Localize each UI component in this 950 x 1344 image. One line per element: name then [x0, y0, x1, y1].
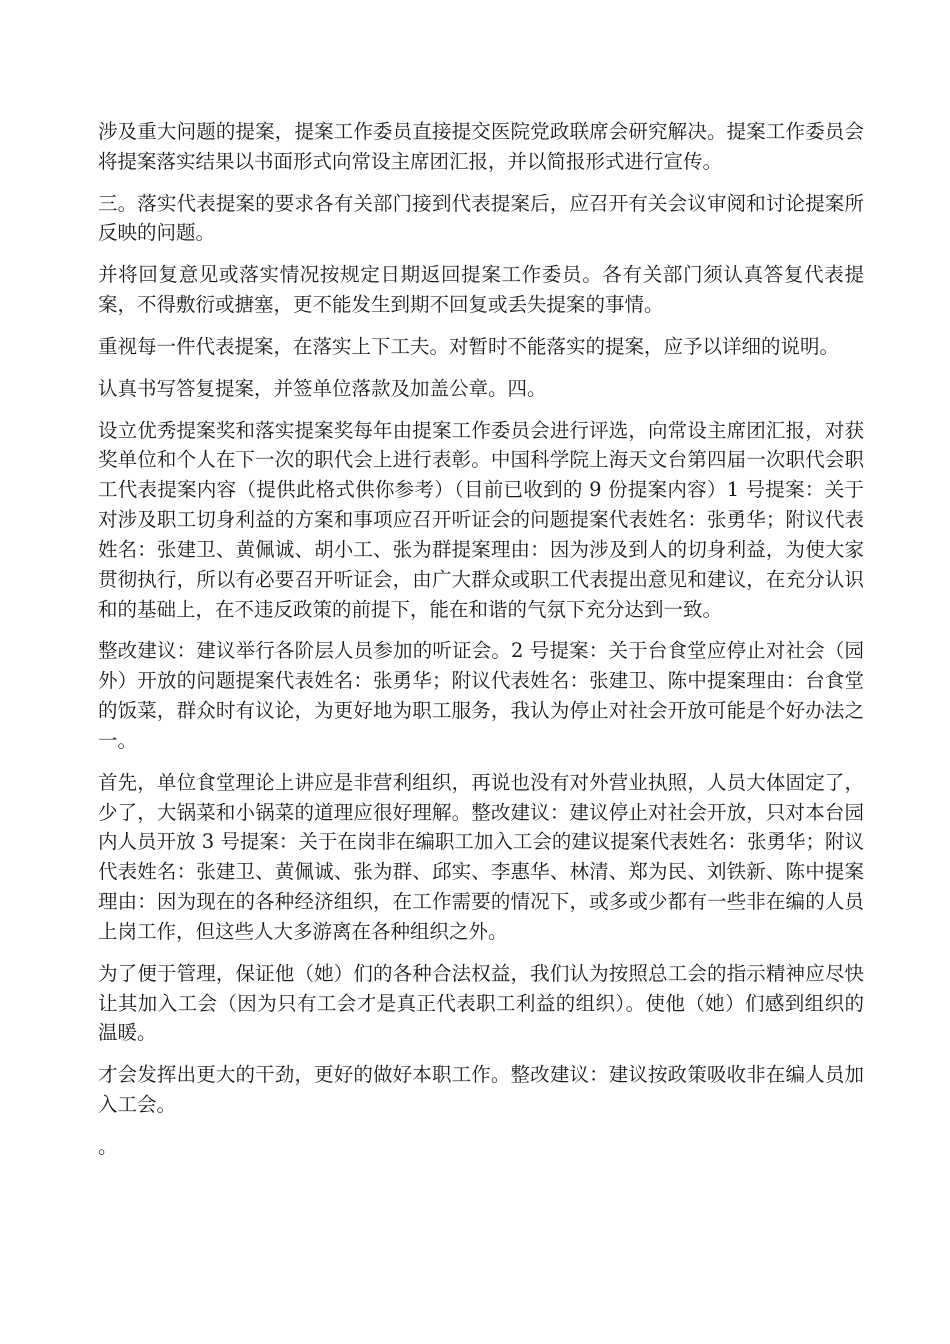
paragraph: 设立优秀提案奖和落实提案奖每年由提案工作委员会进行评选，向常设主席团汇报，对获奖单位和个人在下一次的职代会上进行表彰。中国科学院上海天文台第四届一次职代会职工代表提案内容（提供此格式供你参考）（目前已收到的 9 份提案内容）1 号提案：关于对涉及职工切身利益的方案和事项应召开听证会的问题提案代表姓名：张勇华；附议代表姓名：张建卫、黄佩诚、胡小工、张为群提案理由：因为涉及到人的切身利益，为使大家贯彻执行，所以有必要召开听证会，由广大群众或职工代表提出意见和建议，在充分认识和的基础上，在不违反政策的前提下，能在和谐的气氛下充分达到一致。: [98, 418, 864, 621]
paragraph: 才会发挥出更大的干劲，更好的做好本职工作。整改建议：建议按政策吸收非在编人员加入工会。: [98, 1063, 864, 1117]
paragraph: 重视每一件代表提案，在落实上下工夫。对暂时不能落实的提案，应予以详细的说明。: [98, 334, 840, 358]
paragraph: 首先，单位食堂理论上讲应是非营利组织，再说也没有对外营业执照，人员大体固定了，少了，大锅菜和小锅菜的道理应很好理解。整改建议：建议停止对社会开放，只对本台园内人员开放 3 号提案：关于在岗非在编职工加入工会的建议提案代表姓名：张勇华；附议代表姓名：张建卫、黄佩诚、张为群、邱实、李惠华、林清、郑为民、刘铁新、陈中提案理由：因为现在的各种经济组织，在工作需要的情况下，或多或少都有一些非在编的人员上岗工作，但这些人大多游离在各种组织之外。: [98, 770, 864, 943]
paragraph: 。: [98, 1134, 118, 1158]
paragraph: 三。落实代表提案的要求各有关部门接到代表提案后，应召开有关会议审阅和讨论提案所反映的问题。: [98, 191, 864, 245]
paragraph: 涉及重大问题的提案，提案工作委员直接提交医院党政联席会研究解决。提案工作委员会将提案落实结果以书面形式向常设主席团汇报，并以简报形式进行宣传。: [98, 120, 864, 173]
paragraph: 整改建议：建议举行各阶层人员参加的听证会。2 号提案：关于台食堂应停止对社会（园外）开放的问题提案代表姓名：张勇华；附议代表姓名：张建卫、陈中提案理由：台食堂的饭菜，群众时有议论，为更好地为职工服务，我认为停止对社会开放可能是个好办法之一。: [98, 639, 864, 752]
paragraph: 并将回复意见或落实情况按规定日期返回提案工作委员。各有关部门须认真答复代表提案，不得敷衍或搪塞，更不能发生到期不回复或丢失提案的事情。: [98, 263, 864, 317]
document-body: [98, 117, 864, 1174]
paragraph: 认真书写答复提案，并签单位落款及加盖公章。四。: [98, 376, 547, 400]
paragraph: 为了便于管理，保证他（她）们的各种合法权益，我们认为按照总工会的指示精神应尽快让其加入工会（因为只有工会才是真正代表职工利益的组织）。使他（她）们感到组织的温暖。: [98, 961, 864, 1045]
